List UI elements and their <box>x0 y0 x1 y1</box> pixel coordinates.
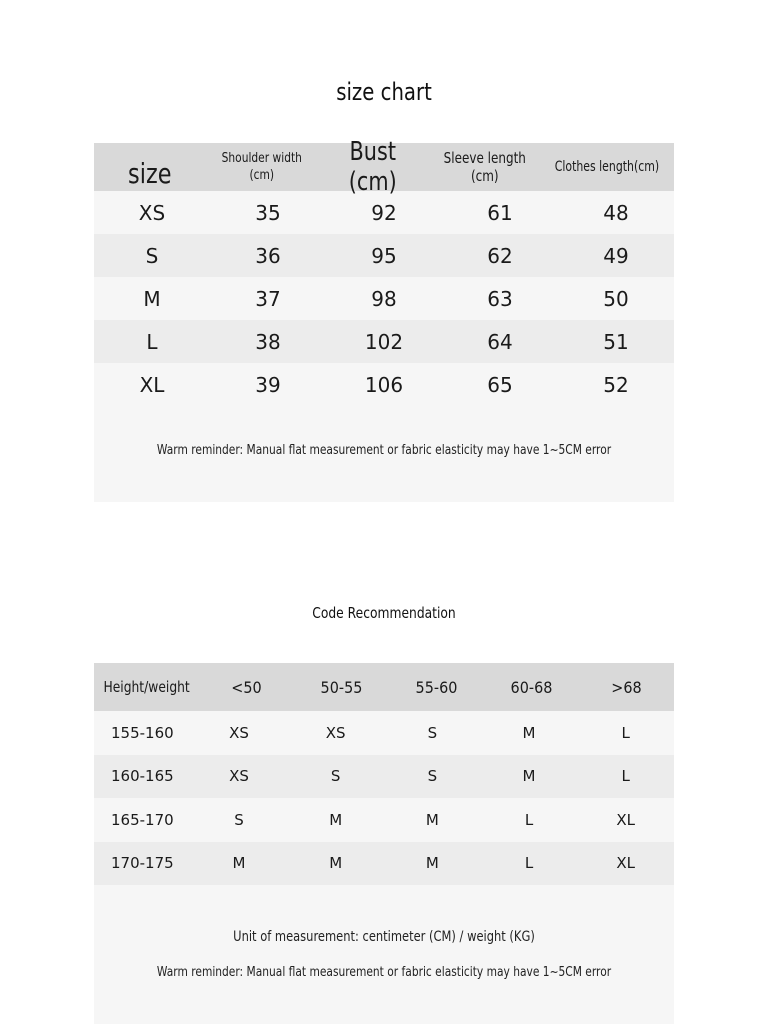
header-weight-range: 50-55 <box>320 677 363 697</box>
table-row <box>94 320 674 363</box>
header-shoulder-width <box>216 150 307 184</box>
size-cell: S <box>330 767 341 786</box>
size-cell: XS <box>325 723 346 742</box>
header-size: size <box>128 156 172 190</box>
size-cell: M <box>329 810 343 829</box>
sleeve-cell: 65 <box>487 372 513 397</box>
size-cell: S <box>234 810 244 829</box>
size-cell: L <box>524 854 534 873</box>
header-clothes-length: Clothes length(cm) <box>554 159 660 175</box>
size-cell: S <box>427 723 438 742</box>
table-row <box>94 191 674 234</box>
sleeve-cell: 64 <box>487 329 513 354</box>
sleeve-cell: 61 <box>487 200 513 225</box>
size-cell: M <box>425 854 439 873</box>
header-bust: Bust (cm) <box>348 137 397 197</box>
size-cell: L <box>621 723 630 742</box>
clothes-cell: 49 <box>603 243 629 268</box>
header-weight-range: >68 <box>611 677 642 697</box>
size-chart-header-row <box>94 137 674 197</box>
table-row <box>94 363 674 406</box>
header-height-weight: Height/weight <box>103 678 190 696</box>
shoulder-cell: 36 <box>255 243 281 268</box>
header-shoulder-line2: (cm) <box>249 168 274 183</box>
size-cell: M <box>232 854 246 873</box>
table-row <box>94 798 674 842</box>
size-cell: M <box>522 723 536 742</box>
size-chart-title: size chart <box>336 78 432 106</box>
size-cell: XS <box>229 723 249 742</box>
size-cell: M <box>143 286 161 311</box>
table-row <box>94 277 674 320</box>
clothes-cell: 50 <box>603 286 629 311</box>
clothes-cell: 51 <box>603 329 629 354</box>
shoulder-cell: 39 <box>255 372 281 397</box>
size-cell: L <box>146 329 158 354</box>
shoulder-cell: 35 <box>255 200 281 225</box>
header-weight-range: <50 <box>231 677 262 697</box>
bust-cell: 95 <box>371 243 397 268</box>
shoulder-cell: 37 <box>255 286 281 311</box>
sleeve-cell: 62 <box>487 243 513 268</box>
table-row <box>94 711 674 755</box>
size-cell: M <box>329 854 343 873</box>
size-chart-reminder: Warm reminder: Manual flat measurement or fabric elasticity may have 1~5CM error <box>156 443 612 458</box>
shoulder-cell: 38 <box>255 329 281 354</box>
table-row <box>94 234 674 277</box>
size-cell: XL <box>139 372 165 397</box>
table-row <box>94 755 674 799</box>
code-recommendation-table <box>94 663 674 1024</box>
recommendation-reminder: Warm reminder: Manual flat measurement or fabric elasticity may have 1~5CM error <box>156 965 612 980</box>
size-cell: XS <box>138 200 166 225</box>
unit-of-measurement-note: Unit of measurement: centimeter (CM) / weight (KG) <box>233 929 535 945</box>
size-cell: M <box>425 810 439 829</box>
bust-cell: 92 <box>371 200 397 225</box>
height-cell: 155-160 <box>110 723 174 742</box>
height-cell: 170-175 <box>110 854 174 873</box>
size-cell: S <box>145 243 159 268</box>
clothes-cell: 48 <box>603 200 629 225</box>
header-shoulder-line1: Shoulder width <box>221 151 302 166</box>
sleeve-cell: 63 <box>487 286 513 311</box>
header-weight-range: 55-60 <box>415 677 458 697</box>
bust-cell: 98 <box>371 286 397 311</box>
size-cell: S <box>427 767 438 786</box>
bust-cell: 102 <box>364 329 404 354</box>
bust-cell: 106 <box>364 372 404 397</box>
size-cell: L <box>621 767 630 786</box>
code-recommendation-title: Code Recommendation <box>312 604 456 622</box>
size-cell: XS <box>229 767 249 786</box>
height-cell: 165-170 <box>110 810 174 829</box>
size-cell: M <box>522 767 536 786</box>
header-weight-range: 60-68 <box>510 677 553 697</box>
size-chart-table <box>94 137 674 502</box>
size-cell: XL <box>616 810 636 829</box>
recommendation-header-row <box>94 663 674 711</box>
size-cell: L <box>524 810 534 829</box>
header-sleeve-length: Sleeve length (cm) <box>443 149 526 185</box>
table-row <box>94 842 674 886</box>
height-cell: 160-165 <box>110 767 174 786</box>
size-cell: XL <box>616 854 636 873</box>
clothes-cell: 52 <box>603 372 629 397</box>
